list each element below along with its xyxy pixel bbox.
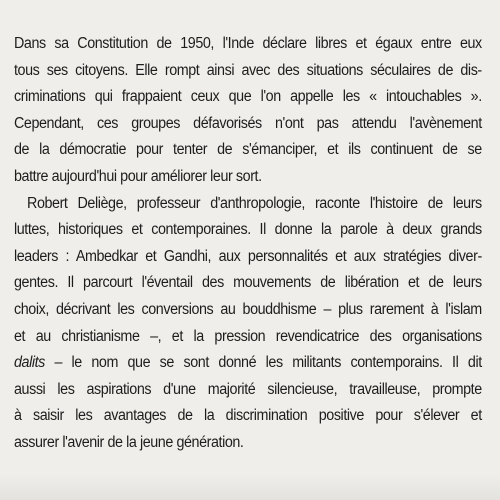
text-line: tous ses citoyens. Elle rompt ainsi avec des situations séculaires de dis- — [14, 61, 482, 79]
text-line: assurer l'avenir de la jeune génération. — [14, 433, 244, 451]
text-line: leaders : Ambedkar et Gandhi, aux personnalités et aux stratégies diver- — [14, 247, 482, 265]
text-line: Dans sa Constitution de 1950, l'Inde déclare libres et égaux entre eux — [14, 35, 482, 52]
text-line: criminations qui frappaient ceux que l'on appelle les « intouchables ». — [14, 88, 482, 106]
text-line: Robert Deliège, professeur d'anthropologie, raconte l'histoire de leurs — [27, 194, 482, 212]
paragraph-2 — [14, 191, 482, 457]
text-line: battre aujourd'hui pour améliorer leur sort. — [14, 167, 262, 185]
text-line: de la démocratie pour tenter de s'émanciper, et ils continuent de se — [14, 141, 482, 159]
text-line: luttes, historiques et contemporaines. Il donne la parole à deux grands — [14, 221, 482, 239]
text-line-with-italic — [14, 350, 482, 377]
paragraph-1 — [14, 31, 482, 191]
text-line-rest: – le nom que se sont donné les militants contemporains. Il dit — [44, 354, 482, 372]
text-line: et au christianisme –, et la pression revendicatrice des organisations — [14, 327, 482, 345]
text-line: gentes. Il parcourt l'éventail des mouvements de libération et de leurs — [14, 274, 482, 292]
italic-word-dalits: dalits — [14, 354, 45, 372]
text-line: aussi les aspirations d'une majorité silencieuse, travailleuse, prompte — [14, 380, 482, 398]
text-line: choix, décrivant les conversions au bouddhisme – plus rarement à l'islam — [14, 300, 482, 318]
text-line: à saisir les avantages de la discrimination positive pour s'élever et — [14, 407, 482, 425]
text-line: Cependant, ces groupes défavorisés n'ont pas attendu l'avènement — [14, 114, 482, 132]
page-bottom-shadow — [0, 474, 500, 500]
